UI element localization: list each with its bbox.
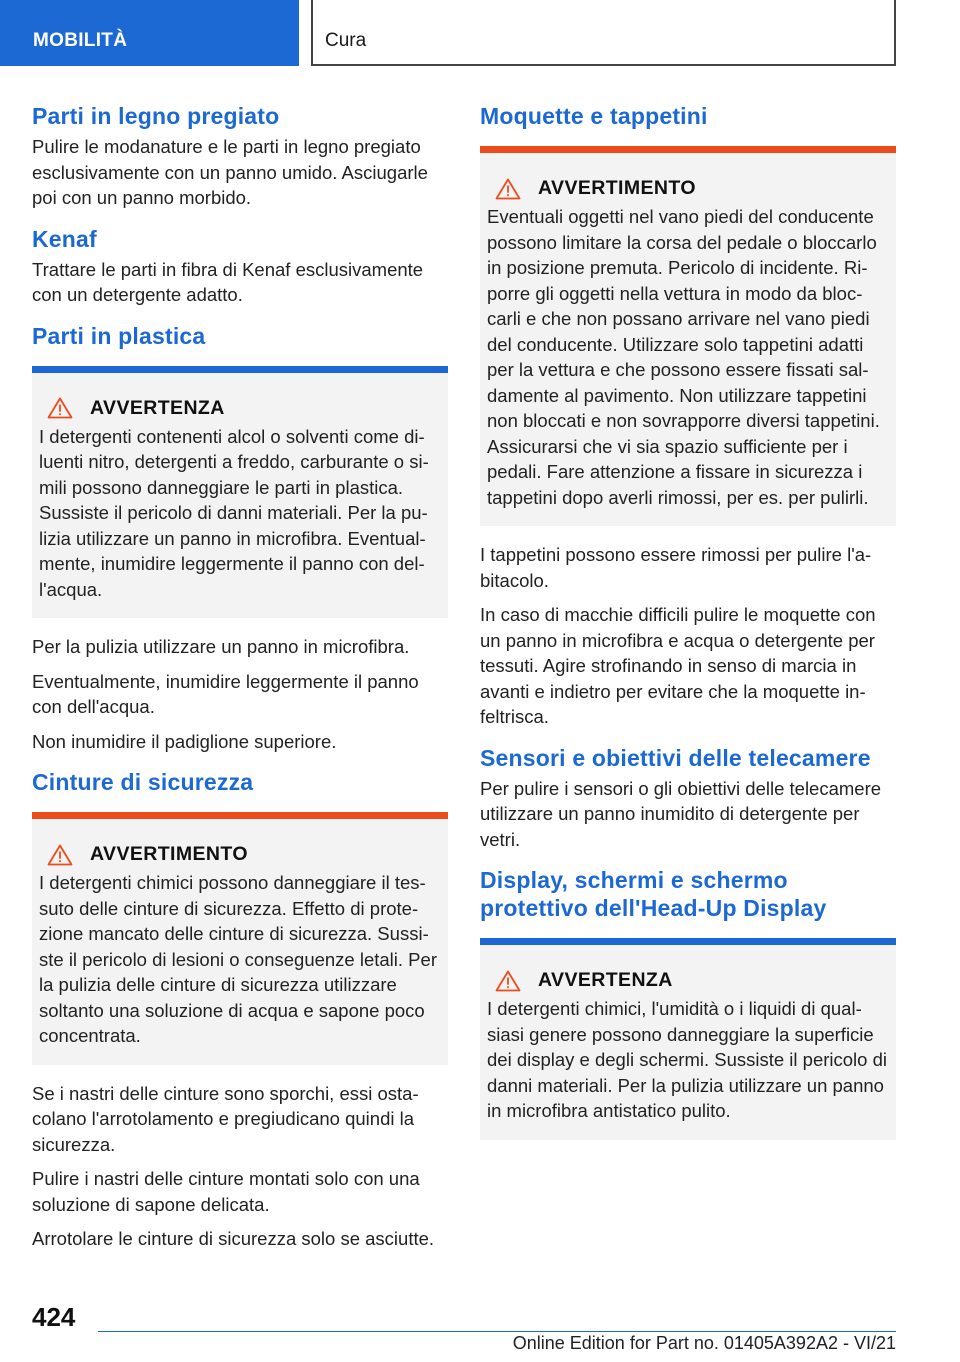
section-title-wood: Parti in legno pregiato xyxy=(32,103,280,129)
notice-text: I detergenti chimici, l'umidità o i liquidi di qualsiasi genere possono danneggiare la superficie dei display e degli schermi. Sussiste il pericolo di danni materiali. Per la pulizia utilizzare un panno in microfibra antistatico pulito. xyxy=(487,998,887,1121)
notice-header xyxy=(39,397,440,420)
section-kenaf xyxy=(32,225,448,308)
paragraph: Se i nastri delle cinture sono sporchi, essi ostacolano l'arrotolamento e pregiudicano quindi la sicurezza. xyxy=(32,1082,419,1155)
notice-title: AVVERTENZA xyxy=(90,396,225,419)
section-wood xyxy=(32,102,448,211)
paragraph: I tappetini possono essere rimossi per pulire l'abitacolo. xyxy=(480,544,872,591)
paragraph: Per la pulizia utilizzare un panno in microfibra. xyxy=(32,636,410,657)
paragraph: Pulire le modanature e le parti in legno pregiato esclusivamente con un panno umido. Asciugarle poi con un panno morbido. xyxy=(32,136,428,208)
left-column xyxy=(32,102,448,1266)
warning-triangle-icon xyxy=(495,970,521,992)
notice-box xyxy=(480,938,896,1140)
warning-triangle-icon xyxy=(47,844,73,866)
notice-text: Eventuali oggetti nel vano piedi del conducente possono limitare la corsa del pedale o bloccarlo in posizione premuta. Pericolo di incidente. Riporre gli oggetti nella vettura in modo da bloccarli e che non possano arrivare nel vano piedi del conducente. Utilizzare solo tappetini adatti per la vettura e che possono essere fissati saldamente al pavimento. Non utilizzare tappetini non bloccati e non sovrapporre diversi tappetini. Assicurarsi che vi sia spazio sufficiente per i pedali. Fare attenzione a fissare in sicurezza i tappetini dopo averli rimossi, per es. per pulirli. xyxy=(487,206,880,508)
notice-box xyxy=(32,366,448,619)
paragraph: Arrotolare le cinture di sicurezza solo se asciutte. xyxy=(32,1228,435,1249)
notice-title: AVVERTENZA xyxy=(538,969,673,991)
notice-text: I detergenti contenenti alcol o solventi come diluenti nitro, detergenti a freddo, carburante o simili possono danneggiare le parti in plastica. Sussiste il pericolo di danni materiali. Per la pulizia utilizzare un panno in microfibra. Eventualmente, inumidire leggermente il panno con dell'acqua. xyxy=(39,425,429,600)
notice-header xyxy=(487,969,888,992)
paragraph: Per pulire i sensori o gli obiettivi delle telecamere utilizzare un panno inumidito di detergente per vetri. xyxy=(480,777,882,850)
warning-triangle-icon xyxy=(495,178,521,200)
section-sensors xyxy=(480,744,896,853)
header-chapter-label: Cura xyxy=(325,30,367,51)
section-carpets xyxy=(480,102,896,730)
section-title-display: Display, schermi e schermo protettivo dell'Head-Up Display xyxy=(480,867,827,921)
footer-divider xyxy=(98,1331,896,1332)
section-title-kenaf: Kenaf xyxy=(32,225,97,252)
notice-header xyxy=(39,843,440,866)
section-plastic xyxy=(32,322,448,755)
notice-title: AVVERTIMENTO xyxy=(538,177,696,199)
paragraph: Eventualmente, inumidire leggermente il panno con dell'acqua. xyxy=(32,670,419,717)
paragraph: Pulire i nastri delle cinture montati solo con una soluzione di sapone delicata. xyxy=(32,1168,420,1215)
right-column xyxy=(480,102,896,1156)
section-title-carpets: Moquette e tappetini xyxy=(480,103,708,129)
section-title-plastic: Parti in plastica xyxy=(32,322,206,349)
section-title-sensors: Sensori e obiettivi delle telecamere xyxy=(480,744,871,771)
header-chapter-tab xyxy=(311,0,896,66)
section-display xyxy=(480,866,896,1140)
section-title-belts: Cinture di sicurezza xyxy=(32,769,254,795)
header-section-tab xyxy=(0,0,299,66)
notice-text: I detergenti chimici possono danneggiare il tessuto delle cinture di sicurezza. Effetto di protezione mancato delle cinture di sicurezza. Sussiste il pericolo di lesioni o conseguenze letali. Per la pulizia delle cinture di sicurezza utilizzare soltanto una soluzione di acqua e sapone poco concentrata. xyxy=(39,872,437,1046)
notice-header xyxy=(487,177,888,200)
paragraph: Trattare le parti in fibra di Kenaf esclusivamente con un detergente adatto. xyxy=(32,258,424,305)
paragraph: In caso di macchie difficili pulire le moquette con un panno in microfibra e acqua o detergente per tessuti. Agire strofinando in senso di marcia in avanti e indietro per evitare che la moquette infeltrisca. xyxy=(480,604,876,727)
footer-edition: Online Edition for Part no. 01405A392A2 - VI/21 xyxy=(512,1333,896,1353)
page-number: 424 xyxy=(32,1302,76,1332)
section-belts xyxy=(32,768,448,1252)
notice-box xyxy=(32,812,448,1065)
warning-triangle-icon xyxy=(47,397,73,419)
notice-title: AVVERTIMENTO xyxy=(90,843,248,865)
paragraph: Non inumidire il padiglione superiore. xyxy=(32,730,337,752)
notice-box xyxy=(480,146,896,526)
header-section-label: MOBILITÀ xyxy=(33,30,128,51)
